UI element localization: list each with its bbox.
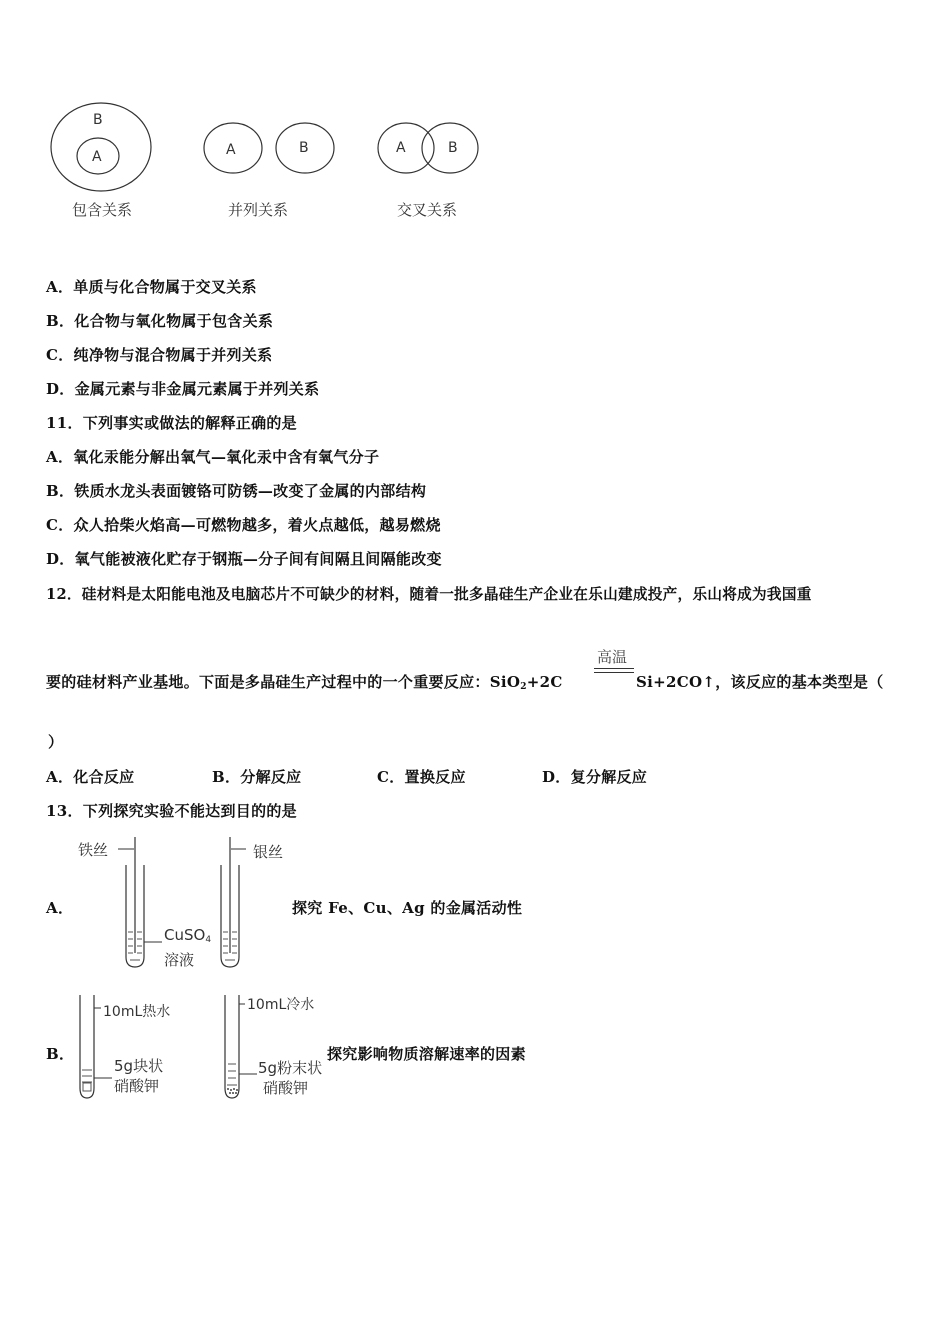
q12-line2-tail: ，该反应的基本类型是（	[715, 673, 884, 691]
q12-reactant: SiO$_2$+2C	[489, 673, 563, 692]
label-lump-potassium-nitrate: 5g块状 硝酸钾	[114, 1057, 164, 1095]
q12-product: Si+2CO↑	[636, 673, 716, 691]
q12-line2-text: 要的硅材料产业基地。下面是多晶硅生产过程中的一个重要反应：	[46, 673, 490, 691]
q12-line2-continued	[636, 671, 884, 692]
q11-option-d: D．氧气能被液化贮存于钢瓶—分子间有间隔且间隔能改变	[46, 550, 442, 568]
reaction-arrow-double-line	[594, 668, 634, 673]
q13-option-b-text: 探究影响物质溶解速率的因素	[327, 1045, 526, 1063]
label-silver-wire: 银丝	[253, 843, 284, 861]
powder-grains	[227, 1088, 238, 1094]
q11-option-c: C．众人拾柴火焰高—可燃物越多，着火点越低，越易燃烧	[46, 516, 441, 534]
q12-option-a: A．化合反应	[46, 768, 135, 786]
label-powder-potassium-nitrate: 5g粉末状 硝酸钾	[258, 1059, 323, 1097]
label-cuso4-solution: CuSO$_4$ 溶液	[164, 926, 212, 969]
q10-option-b: B．化合物与氧化物属于包含关系	[46, 312, 274, 330]
intersect-circle-a	[378, 123, 434, 173]
q13-option-a-letter: A．	[46, 899, 74, 917]
caption-containment: 包含关系	[72, 201, 133, 219]
q11-option-a: A．氧化汞能分解出氧气—氧化汞中含有氧气分子	[46, 448, 380, 466]
q10-option-a: A．单质与化合物属于交叉关系	[46, 278, 257, 296]
label-iron-wire: 铁丝	[78, 841, 109, 859]
caption-intersection: 交叉关系	[397, 201, 458, 219]
parallel-label-b: B	[299, 140, 309, 156]
test-tube-cold-water	[225, 995, 239, 1098]
q12-line3: ）	[48, 733, 64, 751]
q10-option-c: C．纯净物与混合物属于并列关系	[46, 346, 273, 364]
reaction-condition: 高温	[597, 648, 628, 666]
intersect-label-a: A	[396, 140, 406, 156]
parallel-label-a: A	[226, 142, 236, 158]
q12-option-b: B．分解反应	[212, 768, 302, 786]
label-cold-water: 10mL冷水	[247, 997, 315, 1013]
q12-option-d: D．复分解反应	[542, 768, 648, 786]
test-tubes-dissolving-rate	[72, 990, 272, 1105]
label-hot-water: 10mL热水	[103, 1004, 171, 1020]
lump-solid	[82, 1070, 92, 1091]
intersect-label-b: B	[448, 140, 458, 156]
q11-option-b: B．铁质水龙头表面镀铬可防锈—改变了金属的内部结构	[46, 482, 427, 500]
q13-option-b-letter: B．	[46, 1045, 75, 1063]
containment-label-b: B	[93, 112, 103, 128]
q10-option-d: D．金属元素与非金属元素属于并列关系	[46, 380, 320, 398]
q13-option-a-text: 探究 Fe、Cu、Ag 的金属活动性	[292, 899, 523, 917]
q12-option-c: C．置换反应	[377, 768, 466, 786]
caption-parallel: 并列关系	[228, 201, 289, 219]
q12-line1: 12．硅材料是太阳能电池及电脑芯片不可缺少的材料，随着一批多晶硅生产企业在乐山建成投产，乐山将成为我国重	[46, 586, 812, 603]
powder-solid	[227, 1064, 237, 1085]
containment-label-a: A	[92, 149, 102, 165]
q12-line2	[46, 671, 563, 692]
q11-stem: 11．下列事实或做法的解释正确的是	[46, 414, 297, 432]
q13-stem: 13．下列探究实验不能达到目的的是	[46, 802, 297, 820]
